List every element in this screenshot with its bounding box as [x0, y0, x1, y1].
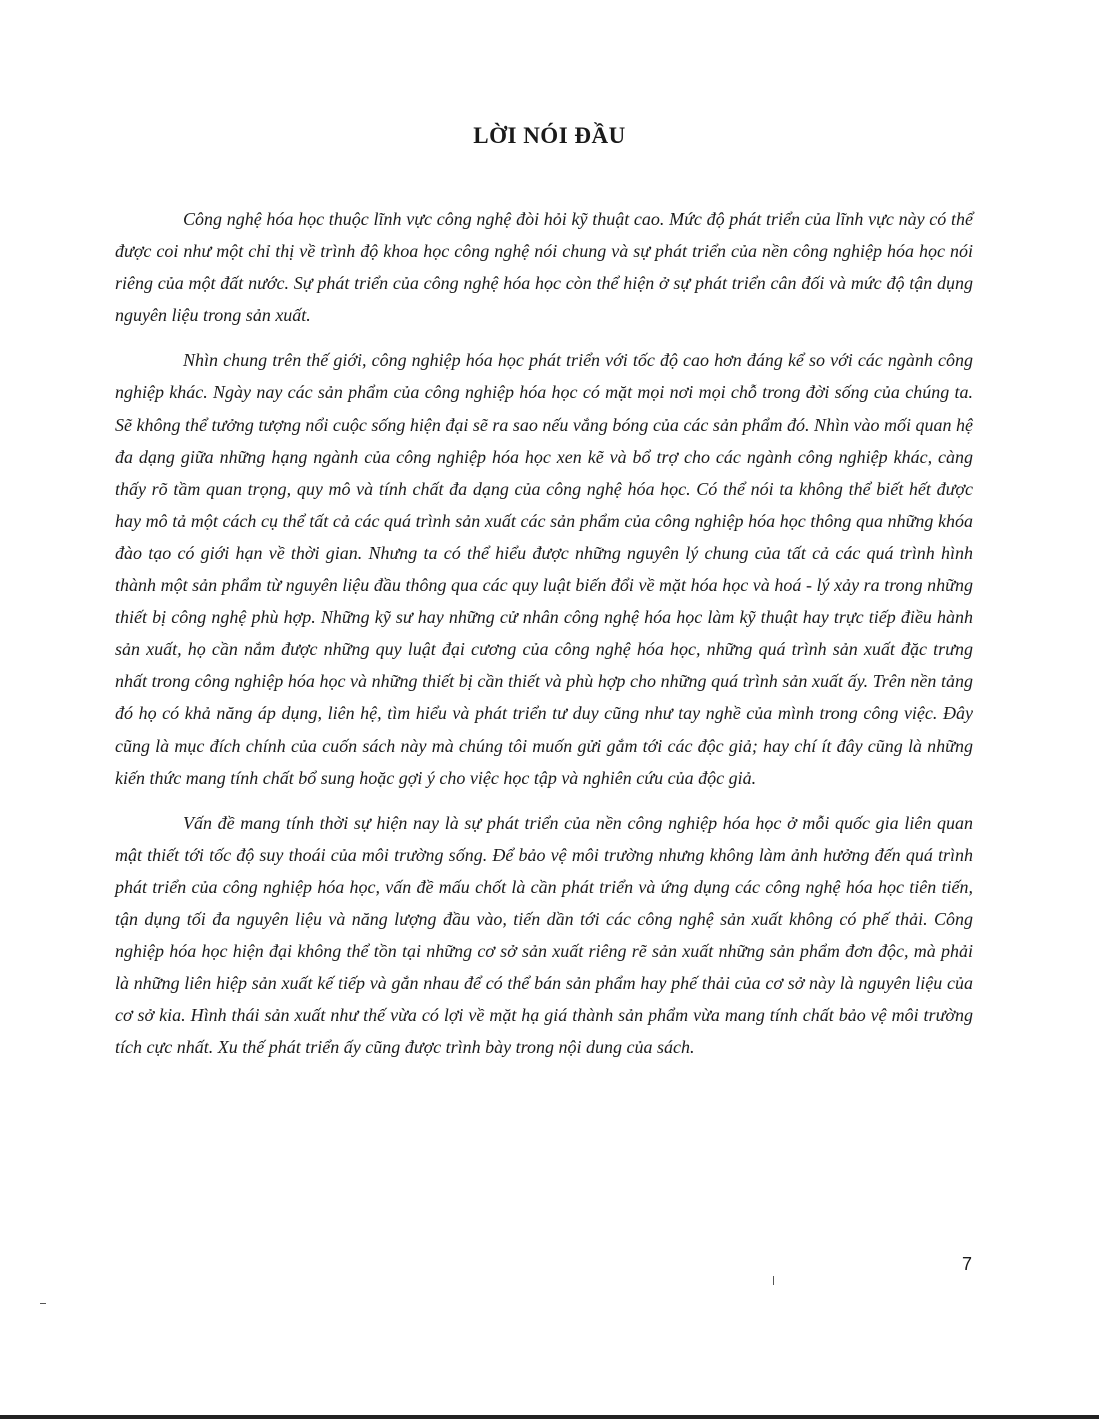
page-number: 7	[962, 1254, 973, 1274]
scan-speck	[773, 1276, 774, 1285]
preface-body	[115, 203, 973, 1063]
scan-speck	[40, 1303, 46, 1304]
scan-bottom-edge	[0, 1415, 1099, 1419]
paragraph-2: Nhìn chung trên thế giới, công nghiệp hóa học phát triển với tốc độ cao hơn đáng kể so với các ngành công nghiệp khác. Ngày nay các sản phẩm của công nghiệp hóa học có mặt mọi nơi mọi chỗ trong đời sống của chúng ta. Sẽ không thể tưởng tượng nổi cuộc sống hiện đại sẽ ra sao nếu vắng bóng của các sản phẩm đó. Nhìn vào mối quan hệ đa dạng giữa những hạng ngành của công nghiệp hóa học xen kẽ và bổ trợ cho các ngành công nghiệp khác, càng thấy rõ tầm quan trọng, quy mô và tính chất đa dạng của công nghệ hóa học. Có thể nói ta không thể biết hết được hay mô tả một cách cụ thể tất cả các quá trình sản xuất các sản phẩm của công nghiệp hóa học thông qua những khóa đào tạo có giới hạn về thời gian. Nhưng ta có thể hiểu được những nguyên lý chung của tất cả các quá trình hình thành một sản phẩm từ nguyên liệu đầu thông qua các quy luật biến đổi về mặt hóa học và hoá - lý xảy ra trong những thiết bị công nghệ phù hợp. Những kỹ sư hay những cử nhân công nghệ hóa học làm kỹ thuật hay trực tiếp điều hành sản xuất, họ cần nắm được những quy luật đại cương của công nghệ hóa học, những quá trình sản xuất đặc trưng nhất trong công nghiệp hóa học và những thiết bị cần thiết và phù hợp cho những quá trình sản xuất ấy. Trên nền tảng đó họ có khả năng áp dụng, liên hệ, tìm hiểu và phát triển tư duy cũng như tay nghề của mình trong công việc. Đây cũng là mục đích chính của cuốn sách này mà chúng tôi muốn gửi gắm tới các độc giả; hay chí ít đây cũng là những kiến thức mang tính chất bổ sung hoặc gợi ý cho việc học tập và nghiên cứu của độc giả.	[115, 350, 973, 788]
page-title: LỜI NÓI ĐẦU	[473, 123, 626, 148]
paragraph-3: Vấn đề mang tính thời sự hiện nay là sự phát triển của nền công nghiệp hóa học ở mỗi quốc gia liên quan mật thiết tới tốc độ suy thoái của môi trường sống. Để bảo vệ môi trường nhưng không làm ảnh hưởng đến quá trình phát triển của công nghiệp hóa học, vấn đề mấu chốt là cần phát triển và ứng dụng các công nghệ hóa học tiên tiến, tận dụng tối đa nguyên liệu và năng lượng đầu vào, tiến dần tới các công nghệ sản xuất không có phế thải. Công nghiệp hóa học hiện đại không thể tồn tại những cơ sở sản xuất riêng rẽ sản xuất những sản phẩm đơn độc, mà phải là những liên hiệp sản xuất kế tiếp và gắn nhau để có thể bán sản phẩm hay phế thải của cơ sở này là nguyên liệu của cơ sở kia. Hình thái sản xuất như thế vừa có lợi về mặt hạ giá thành sản phẩm vừa mang tính chất bảo vệ môi trường tích cực nhất. Xu thế phát triển ấy cũng được trình bày trong nội dung của sách.	[115, 812, 973, 1058]
paragraph-1: Công nghệ hóa học thuộc lĩnh vực công nghệ đòi hỏi kỹ thuật cao. Mức độ phát triển của lĩnh vực này có thể được coi như một chỉ thị về trình độ khoa học công nghệ nói chung và sự phát triển của nền công nghiệp hóa học nói riêng của một đất nước. Sự phát triển của công nghệ hóa học còn thể hiện ở sự phát triển cân đối và mức độ tận dụng nguyên liệu trong sản xuất.	[115, 209, 973, 326]
